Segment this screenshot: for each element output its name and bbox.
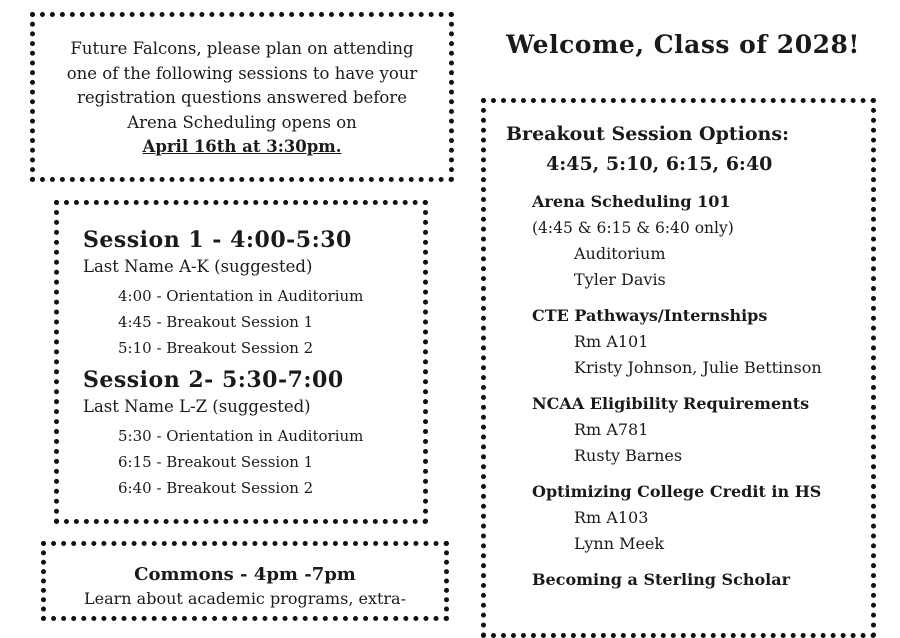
session-1-title: Session 1 - 4:00-5:30	[83, 227, 352, 253]
option-title: CTE Pathways/Internships	[532, 306, 768, 325]
session-2-schedule	[83, 423, 423, 501]
intro-line: Future Falcons, please plan on attending	[70, 39, 414, 58]
option-note: (4:45 & 6:15 & 6:40 only)	[532, 219, 734, 237]
option-presenter: Kristy Johnson, Julie Bettinson	[574, 358, 822, 377]
breakout-box	[481, 98, 876, 638]
intro-box	[30, 12, 454, 182]
schedule-item: 5:10 - Breakout Session 2	[118, 339, 314, 357]
option-room: Auditorium	[574, 244, 666, 263]
option-presenter: Tyler Davis	[574, 270, 666, 289]
breakout-option	[532, 567, 871, 593]
schedule-item: 5:30 - Orientation in Auditorium	[118, 427, 364, 445]
option-title: NCAA Eligibility Requirements	[532, 394, 810, 413]
schedule-item: 4:45 - Breakout Session 1	[118, 313, 314, 331]
option-room: Rm A103	[574, 508, 649, 527]
schedule-item: 4:00 - Orientation in Auditorium	[118, 287, 364, 305]
commons-text: Learn about academic programs, extra-	[83, 589, 406, 608]
schedule-item: 6:40 - Breakout Session 2	[118, 479, 314, 497]
breakout-option	[532, 303, 871, 381]
option-presenter: Lynn Meek	[574, 534, 665, 553]
intro-line: Arena Scheduling opens on	[127, 112, 357, 132]
schedule-item: 6:15 - Breakout Session 1	[118, 453, 314, 471]
option-presenter: Rusty Barnes	[574, 446, 683, 465]
option-room: Rm A781	[574, 420, 649, 439]
welcome-title: Welcome, Class of 2028!	[506, 30, 860, 59]
intro-line: one of the following sessions to have your	[66, 63, 418, 83]
option-title: Optimizing College Credit in HS	[532, 482, 822, 501]
sessions-box	[54, 200, 428, 524]
breakout-heading: Breakout Session Options:	[506, 123, 790, 145]
registration-date: April 16th at 3:30pm.	[142, 137, 342, 156]
session-1-schedule	[83, 283, 423, 361]
commons-title: Commons - 4pm -7pm	[134, 564, 356, 585]
intro-line: registration questions answered before	[77, 88, 407, 107]
commons-box	[41, 541, 449, 621]
breakout-option	[532, 189, 871, 293]
session-2-subtitle: Last Name L-Z (suggested)	[83, 397, 311, 416]
breakout-option	[532, 391, 871, 469]
breakout-option	[532, 479, 871, 557]
option-title: Arena Scheduling 101	[532, 192, 731, 211]
option-room: Rm A101	[574, 332, 649, 351]
option-title: Becoming a Sterling Scholar	[532, 570, 791, 589]
breakout-times: 4:45, 5:10, 6:15, 6:40	[546, 153, 773, 175]
session-1-subtitle: Last Name A-K (suggested)	[83, 257, 313, 276]
session-2-title: Session 2- 5:30-7:00	[83, 367, 344, 393]
